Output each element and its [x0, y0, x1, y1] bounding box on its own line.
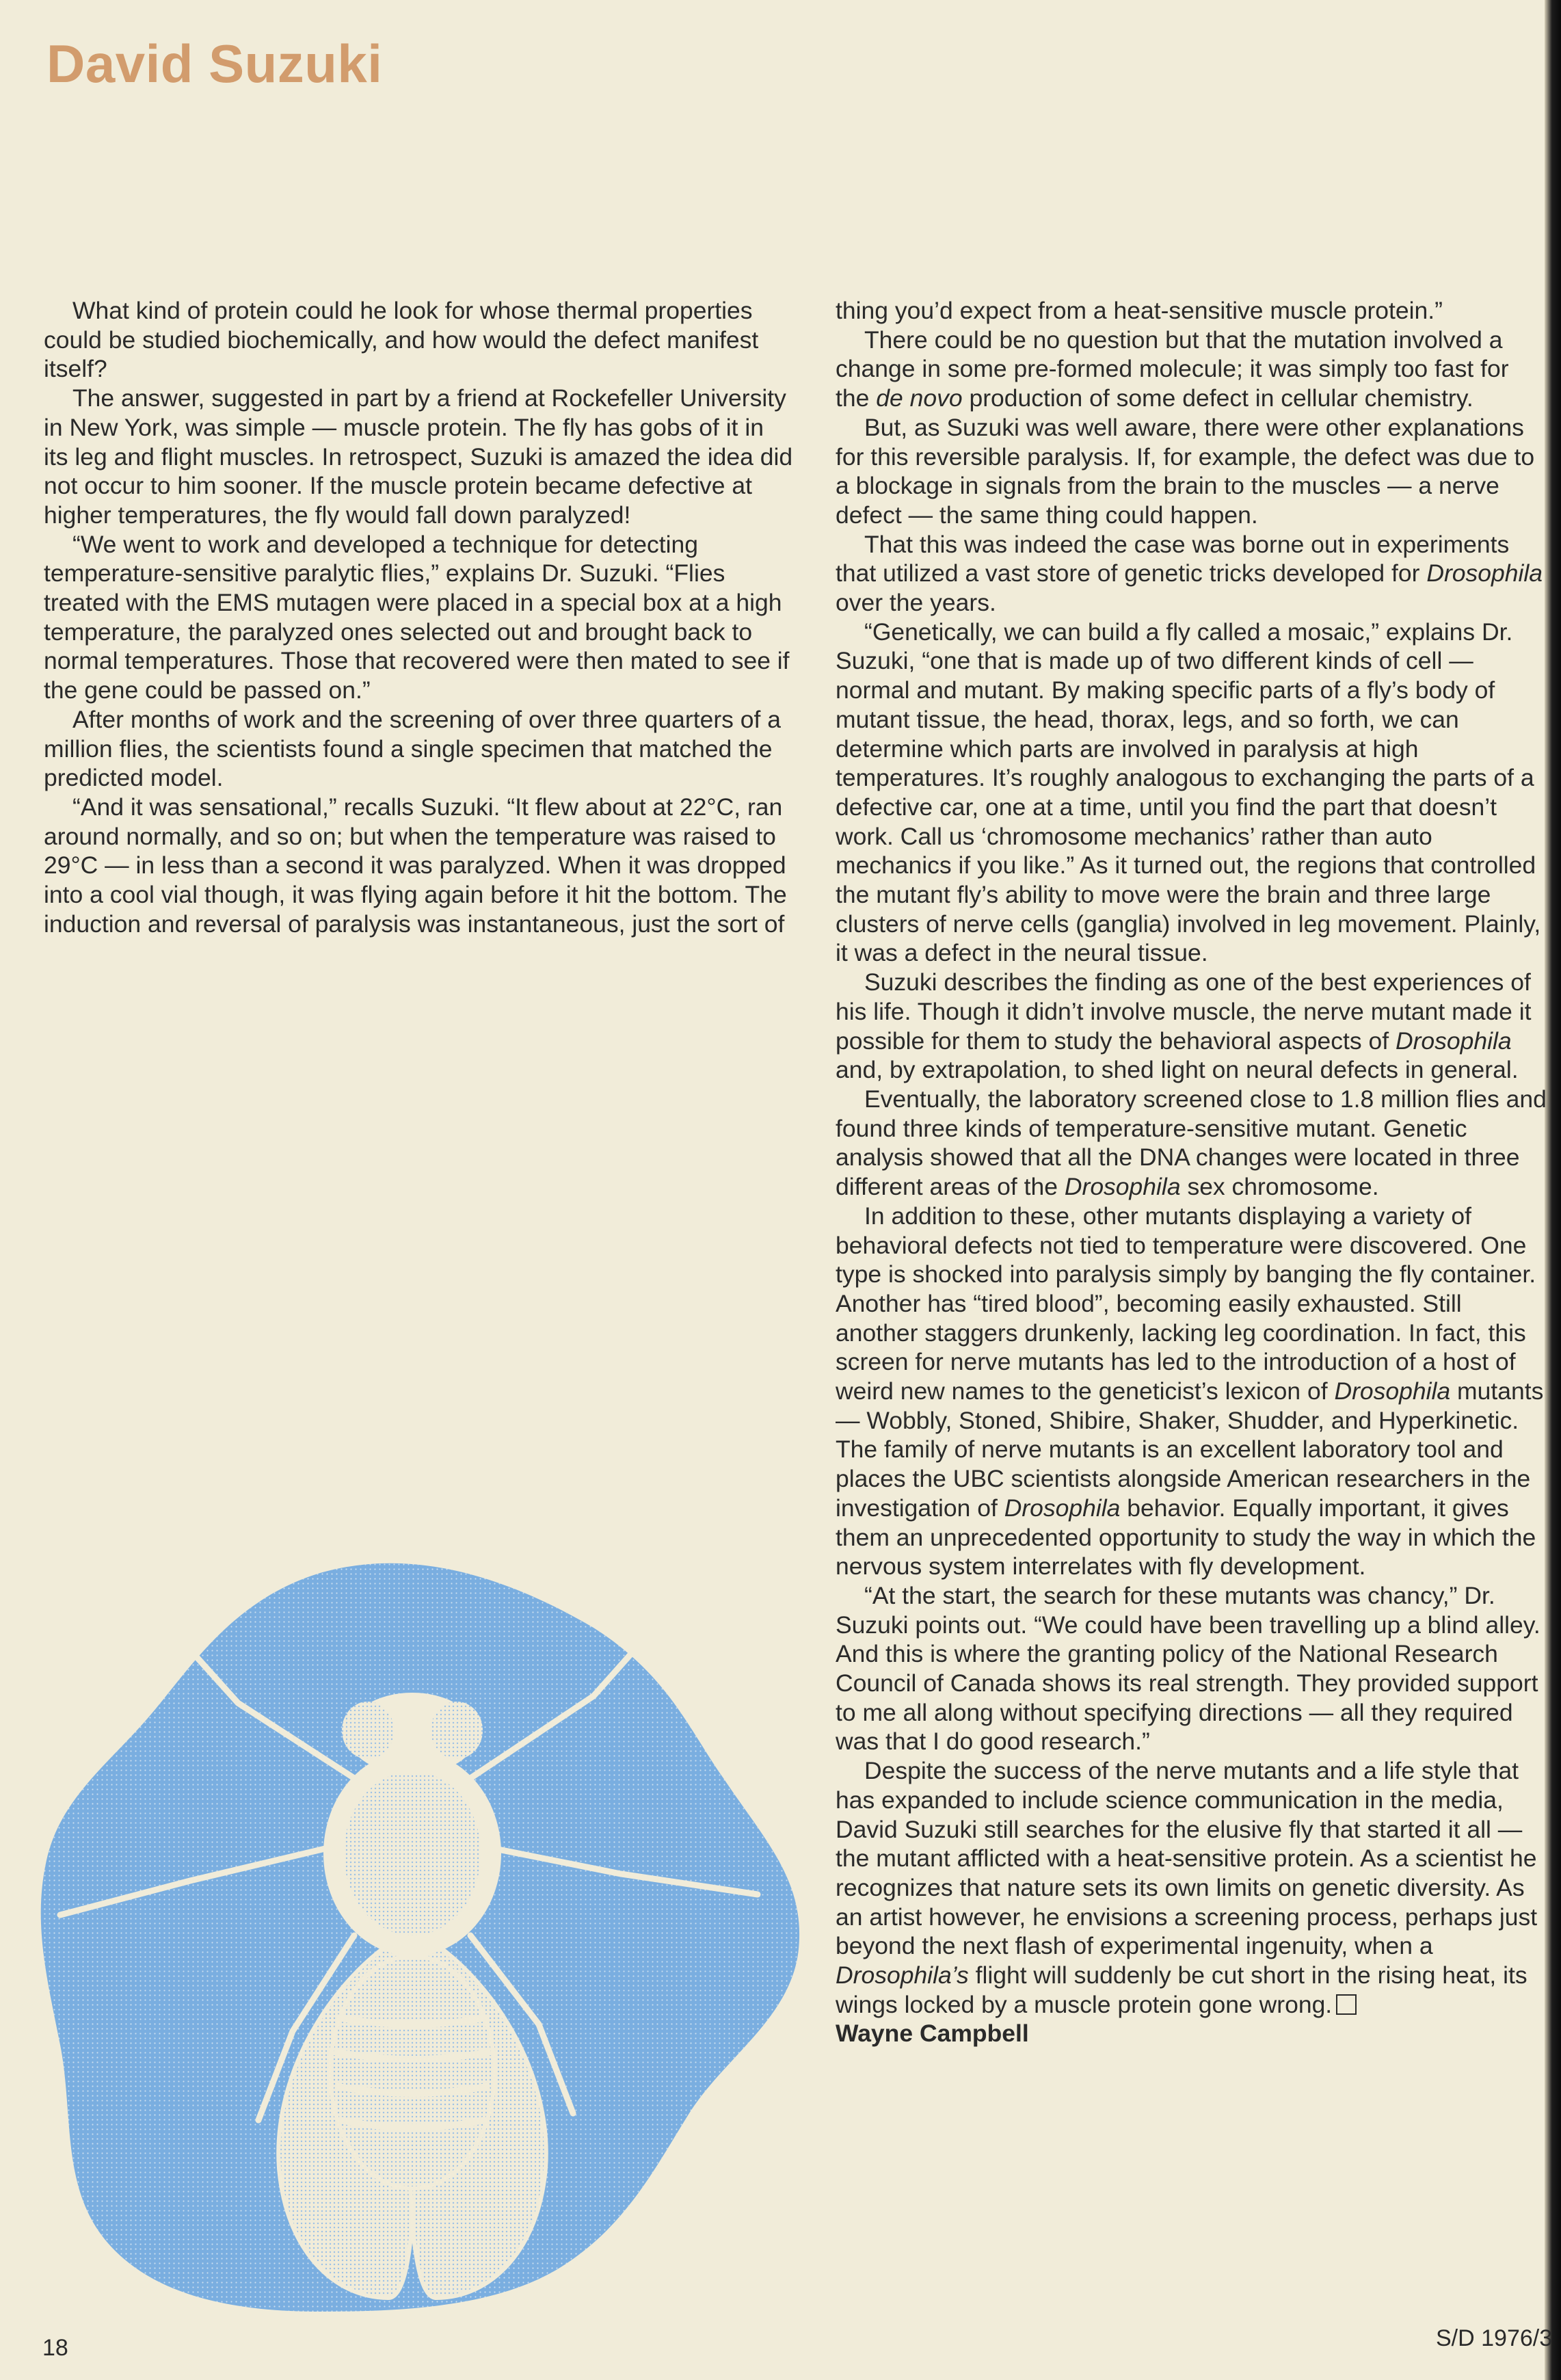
right-column — [836, 296, 1547, 2048]
paragraph: That this was indeed the case was borne out in experiments that utilized a vast store of genetic tricks developed for Drosophila over the years. — [836, 530, 1543, 617]
end-mark-box-icon — [1336, 1994, 1357, 2015]
issue-label: S/D 1976/3 — [1436, 2325, 1553, 2351]
author-byline: Wayne Campbell — [836, 2020, 1029, 2048]
paragraph: There could be no question but that the mutation involved a change in some pre-formed molecule; it was simply too fast for the de novo production of some defect in cellular chemistry. — [836, 326, 1509, 412]
paragraph: “Genetically, we can build a fly called a mosaic,” explains Dr. Suzuki, “one that is made up of two different kinds of cell — normal and mutant. By making specific parts of a fly’s body of mutant tissue, the head, thorax, legs, and so forth, we can determine which parts are involved in paralysis at high temperatures. It’s roughly analogous to exchanging the parts of a defective car, one at a time, until you find the part that doesn’t work. Call us ‘chromosome mechanics’ rather than auto mechanics if you like.” As it turned out, the regions that controlled the mutant fly’s ability to move were the brain and three large clusters of nerve cells (ganglia) involved in leg movement. Plainly, it was a defect in the neural tissue. — [836, 618, 1541, 967]
fly-abdomen — [330, 1956, 494, 2189]
paragraph: “At the start, the search for these mutants was chancy,” Dr. Suzuki points out. “We could have been travelling up a blind alley. And this is where the granting policy of the National Research Council of Canada shows its real strength. They provided support to me all along without specifying directions — all they required was that I do good research.” — [836, 1581, 1540, 1756]
page-binding-edge — [1545, 0, 1561, 2380]
paragraph: Eventually, the laboratory screened close to 1.8 million flies and found three kinds of temperature-sensitive mutant. Genetic analysis showed that all the DNA changes were located in three different areas of the Drosophila sex chromosome. — [836, 1085, 1547, 1201]
paragraph: “And it was sensational,” recalls Suzuki. “It flew about at 22°C, ran around normally, and so on; but when the temperature was raised to 29°C — in less than a second it was paralyzed. When it was dropped into a cool vial though, it was flying again before it hit the bottom. The induction and reversal of paralysis was instantaneous, just the sort of — [44, 793, 787, 938]
article-title: David Suzuki — [46, 34, 383, 94]
paragraph: thing you’d expect from a heat-sensitive muscle protein.” — [836, 297, 1443, 324]
paragraph: The answer, suggested in part by a friend at Rockefeller University in New York, was simple — muscle protein. The fly has gobs of it in its leg and flight muscles. In retrospect, Suzuki is amazed the idea did not occur to him sooner. If the muscle protein became defective at higher temperatures, the fly would fall down paralyzed! — [44, 384, 793, 529]
paragraph: But, as Suzuki was well aware, there were other explanations for this reversible paralysis. If, for example, the defect was due to a blockage in signals from the brain to the muscles — a nerve defect — the same thing could happen. — [836, 413, 1535, 529]
paragraph: Despite the success of the nerve mutants and a life style that has expanded to include science communication in the media, David Suzuki still searches for the elusive fly that started it all — the mutant afflicted with a heat-sensitive protein. As a scientist he recognizes that nature sets its own limits on genetic diversity. As an artist however, he envisions a screening process, perhaps just beyond the next flash of experimental ingenuity, when a Drosophila’s flight will suddenly be cut short in the rising heat, its wings locked by a muscle protein gone wrong. — [836, 1757, 1538, 2018]
paragraph: Suzuki describes the finding as one of the best experiences of his life. Though it didn’t involve muscle, the nerve mutant made it possible for them to study the behavioral aspects of Drosophila and, by extrapolation, to shed light on neural defects in general. — [836, 968, 1532, 1084]
paragraph: In addition to these, other mutants displaying a variety of behavioral defects not tied to temperature were discovered. One type is shocked into paralysis simply by banging the fly container. Another has “tired blood”, becoming easily exhausted. Still another staggers drunkenly, lacking leg coordination. In fact, this screen for nerve mutants has led to the introduction of a host of weird new names to the geneticist’s lexicon of Drosophila mutants — Wobbly, Stoned, Shibire, Shaker, Shudder, and Hyperkinetic. The family of nerve mutants is an excellent laboratory tool and places the UBC scientists alongside American researchers in the investigation of Drosophila behavior. Equally important, it gives them an unprecedented opportunity to study the way in which the nervous system interrelates with fly development. — [836, 1202, 1544, 1581]
paragraph: After months of work and the screening of over three quarters of a million flies, the scientists found a single specimen that matched the predicted model. — [44, 705, 781, 792]
paragraph: What kind of protein could he look for whose thermal properties could be studied biochemically, and how would the defect manifest itself? — [44, 297, 759, 383]
fruit-fly-illustration-icon — [33, 1552, 805, 2318]
left-column — [44, 296, 793, 938]
page-number: 18 — [42, 2335, 68, 2361]
paragraph: “We went to work and developed a technique for detecting temperature-sensitive paralytic flies,” explains Dr. Suzuki. “Flies treated with the EMS mutagen were placed in a special box at a high temperature, the paralyzed ones selected out and brought back to normal temperatures. Those that recovered were then mated to see if the gene could be passed on.” — [44, 530, 790, 704]
